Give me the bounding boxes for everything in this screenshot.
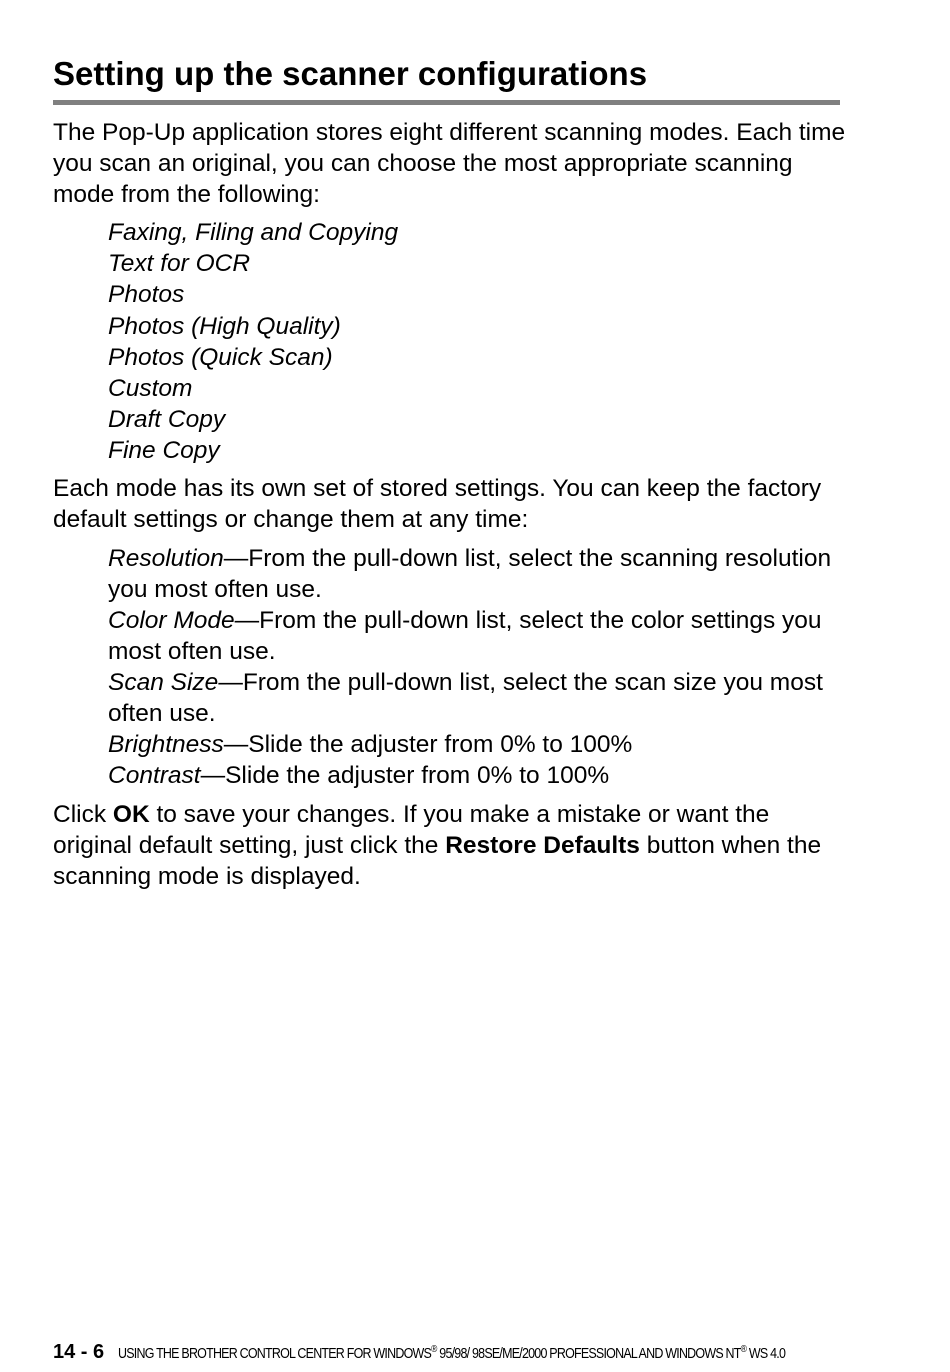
registered-mark: ® (740, 1344, 747, 1356)
setting-term: Scan Size (108, 669, 219, 696)
closing-text: Click (53, 801, 113, 828)
setting-term: Brightness (108, 731, 224, 758)
setting-resolution (108, 543, 848, 605)
ok-button-name: OK (112, 801, 150, 828)
mode-item: Draft Copy (108, 406, 226, 434)
footer-text-part: WS 4.0 (746, 1346, 786, 1362)
page-number: 14 - 6 (53, 1341, 105, 1363)
setting-term: Color Mode (108, 607, 235, 634)
setting-desc: —From the pull-down list, select the scanning resolution you most often use. (108, 545, 832, 603)
scanning-modes-list (108, 217, 398, 467)
page-footer (53, 1340, 894, 1366)
setting-term: Contrast (108, 762, 201, 789)
mode-item: Photos (108, 281, 185, 309)
setting-term: Resolution (108, 545, 224, 572)
page-title: Setting up the scanner configurations (53, 55, 648, 92)
mode-item: Photos (High Quality) (108, 312, 341, 340)
setting-desc: —Slide the adjuster from 0% to 100% (200, 762, 610, 789)
footer-text-part: USING THE BROTHER CONTROL CENTER FOR WINDOWS (118, 1346, 432, 1362)
closing-text: to save your changes. If you make a mistake or want the original default setting, just click the (53, 801, 770, 859)
setting-desc: —From the pull-down list, select the color settings you most often use. (108, 607, 822, 665)
closing-paragraph (53, 799, 853, 892)
setting-desc: —Slide the adjuster from 0% to 100% (223, 731, 633, 758)
mode-item: Faxing, Filing and Copying (108, 219, 399, 246)
registered-mark: ® (431, 1344, 437, 1356)
setting-brightness (108, 729, 848, 760)
mode-item: Custom (108, 375, 193, 403)
settings-list (108, 543, 848, 791)
restore-defaults-button-name: Restore Defaults (445, 832, 640, 859)
settings-intro-paragraph: Each mode has its own set of stored settings. You can keep the factory default settings or change them at any time: (53, 475, 822, 533)
setting-scan-size (108, 667, 848, 729)
setting-color-mode (108, 605, 848, 667)
intro-paragraph: The Pop-Up application stores eight different scanning modes. Each time you scan an original, you can choose the most appropriate scanning mode from the following: (53, 119, 846, 208)
closing-text: button when the scanning mode is displayed. (53, 832, 822, 890)
setting-contrast (108, 760, 848, 791)
footer-text-part: 95/98/ 98SE/ME/2000 PROFESSIONAL AND WINDOWS NT (436, 1346, 741, 1362)
mode-item: Text for OCR (108, 250, 251, 278)
mode-item: Photos (Quick Scan) (108, 343, 333, 371)
title-rule (53, 100, 840, 105)
mode-item: Fine Copy (108, 437, 220, 465)
footer-running-title (118, 1342, 785, 1366)
setting-desc: —From the pull-down list, select the scan size you most often use. (108, 669, 823, 727)
